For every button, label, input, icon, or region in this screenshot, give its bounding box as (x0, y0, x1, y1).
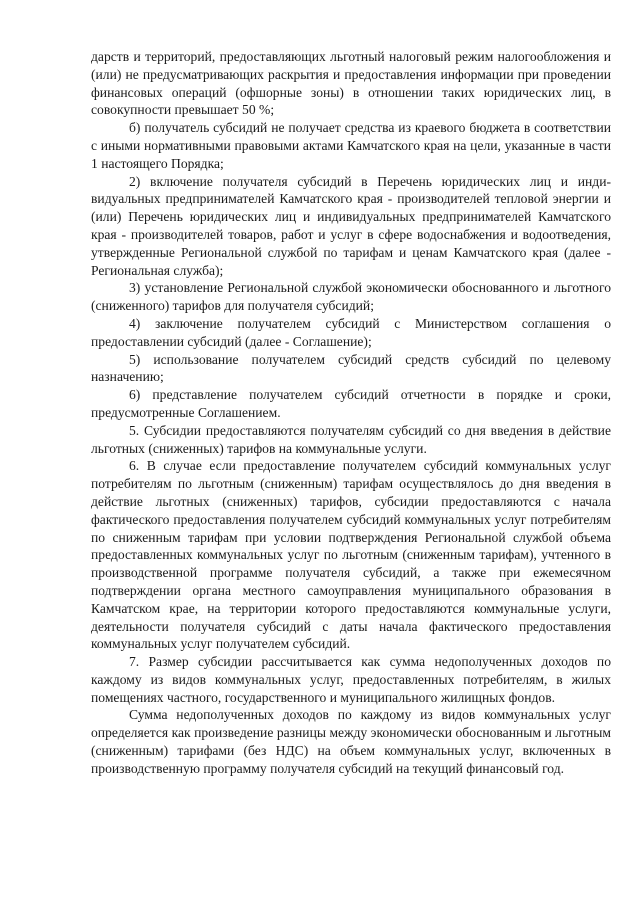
paragraph-item-6: 6) представление получателем субсидий отчетности в порядке и сроки, предусмотренные Соглашением. (91, 387, 611, 420)
paragraph-subitem-b: б) получатель субсидий не получает средства из краевого бюджета в соответствии с иными нормативными правовыми актами Камчатского края на цели, указанные в части 1 настоящего Порядка; (91, 120, 611, 171)
paragraph-continuation: дарств и территорий, предоставляющих льготный налоговый режим налогообложения и (или) не предусматривающих раскрытия и предоставления информации при проведении финансовых операций (офшорные зоны) в отношении таких юридических лиц, в совокупности превышает 50 %; (91, 49, 611, 118)
paragraph-item-3: 3) установление Региональной службой экономически обоснованного и льготного (сниженного) тарифов для получателя субсидий; (91, 280, 611, 314)
paragraph-section-7: 7. Размер субсидии рассчитывается как сумма недополученных доходов по каждому из видов коммунальных услуг, предоставленных потребителям, в жилых помещениях частного, государственного и муниципального жилищных фондов. (91, 654, 611, 705)
paragraph-item-4: 4) заключение получателем субсидий с Министерством соглашения о предоставлении субсидий (далее - Соглашение); (91, 315, 611, 349)
paragraph-section-7-sum: Сумма недополученных доходов по каждому из видов коммунальных услуг определяется как произведение разницы между экономически обоснованным и льготным (сниженным) тарифами (без НДС) на объем коммунальных услуг, включенных в производственную программу получателя субсидий на текущий финансовый год. (91, 707, 611, 776)
paragraph-item-2: 2) включение получателя субсидий в Перечень юридических лиц и индивидуальных предпринимателей Камчатского края - производителей тепловой энергии и (или) Перечень юридических лиц и индивидуальных предпринимателей Камчатского края - производителей товаров, работ и услуг в сфере водоснабжения и водоотведения, утвержденные Региональной службой по тарифам и ценам Камчатского края (далее - Региональная служба); (91, 173, 611, 278)
paragraph-item-5: 5) использование получателем субсидий средств субсидий по целевому назначению; (91, 351, 611, 385)
paragraph-section-6: 6. В случае если предоставление получателем субсидий коммунальных услуг потребителям по льготным (сниженным) тарифам осуществлялось до дня введения в действие льготных (сниженных) тарифов, субсидии предоставляются с начала фактического предоставления получателем субсидий коммунальных услуг потребителям по сниженным тарифам при условии подтверждения Региональной службой объема предоставленных коммунальных услуг по льготным (сниженным тарифам), учтенного в производственной программе получателя субсидий, а также при ежемесячном подтверждении органа местного самоуправления муниципального образования в Камчатском крае, на территории которого предоставляются коммунальные услуги, деятельности получателя субсидий с даты начала фактического предоставления коммунальных услуг получателем субсидий. (91, 458, 611, 652)
paragraph-section-5: 5. Субсидии предоставляются получателям субсидий со дня введения в действие льготных (сниженных) тарифов на коммунальные услуги. (91, 422, 611, 456)
document-page (91, 48, 611, 778)
